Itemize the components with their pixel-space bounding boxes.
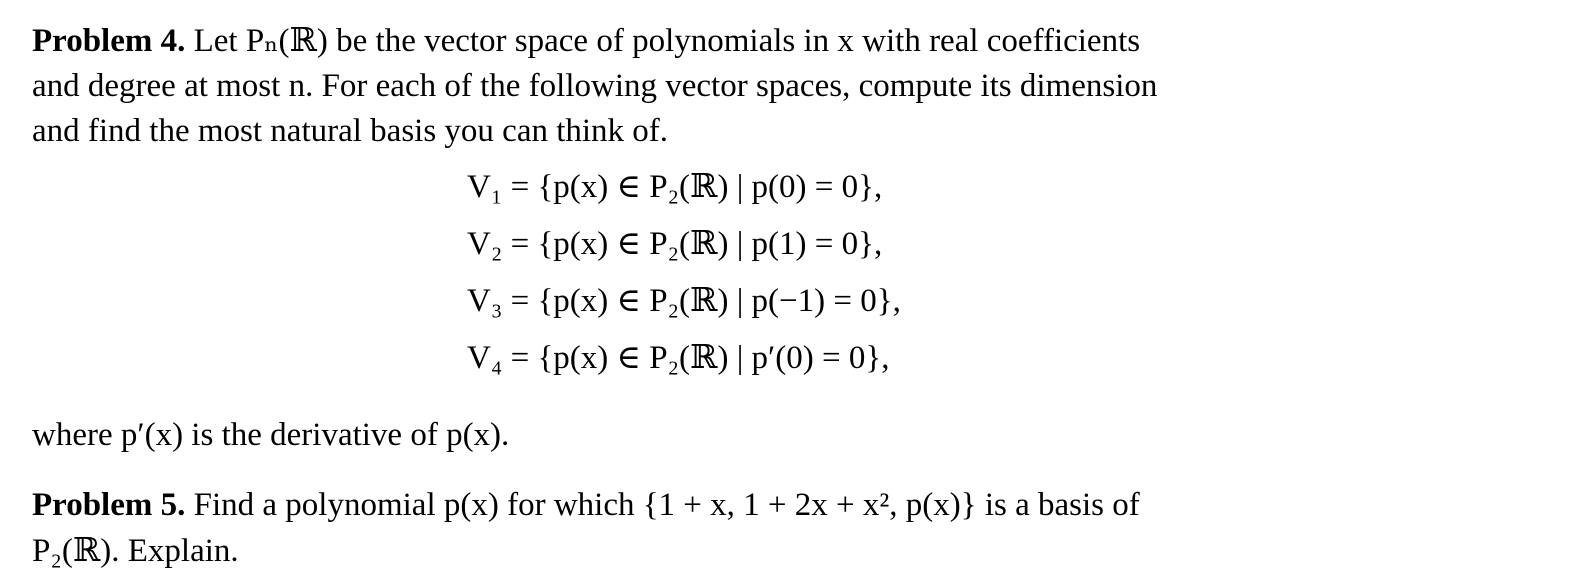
problem-5-text-line-2: P₂(ℝ). Explain. (32, 533, 239, 569)
equation-v1: V₁ = {p(x) ∈ P₂(ℝ) | p(0) = 0}, (467, 169, 883, 205)
problem-5-first-line (32, 482, 1532, 528)
equation-v4: V₄ = {p(x) ∈ P₂(ℝ) | p′(0) = 0}, (467, 340, 890, 376)
problem-4-first-line (32, 18, 1532, 64)
problem-5-text-line-1: Find a polynomial p(x) for which {1 + x, 1 + 2x + x², p(x)} is a basis of (193, 487, 1140, 523)
problem-4-text-line-1: Let Pₙ(ℝ) be the vector space of polynomials in x with real coefficients (193, 23, 1141, 59)
equation-v3: V₃ = {p(x) ∈ P₂(ℝ) | p(−1) = 0}, (467, 283, 901, 319)
equation-v2: V₂ = {p(x) ∈ P₂(ℝ) | p(1) = 0}, (467, 226, 883, 262)
problem-4-text-line-2: and degree at most n. For each of the following vector spaces, compute its dimension (32, 68, 1158, 104)
problem-4-heading: Problem 4. (32, 23, 186, 59)
problem-4-text-line-3: and find the most natural basis you can think of. (32, 113, 669, 149)
problem-5-heading: Problem 5. (32, 487, 186, 523)
problem-4-closing: where p′(x) is the derivative of p(x). (32, 417, 510, 453)
